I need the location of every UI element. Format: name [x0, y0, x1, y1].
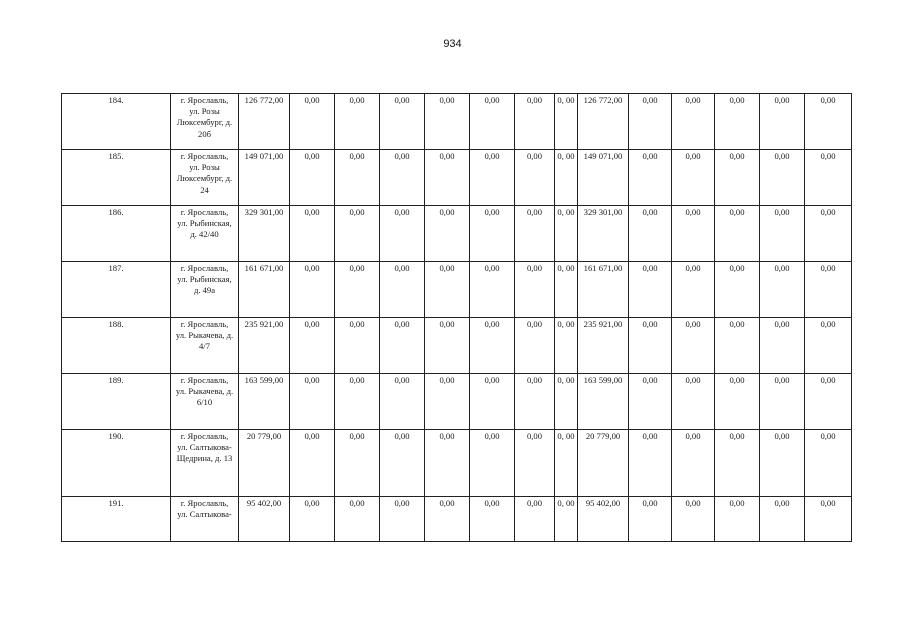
value-cell: 0,00 — [515, 374, 555, 430]
value-cell: 0,00 — [760, 262, 805, 318]
value-cell: 0,00 — [335, 374, 380, 430]
address-cell: г. Ярославль, ул. Рыбинская, д. 49а — [171, 262, 239, 318]
value-cell: 0,00 — [470, 150, 515, 206]
value-cell: 0,00 — [290, 318, 335, 374]
address-cell: г. Ярославль, ул. Рыбинская, д. 42/40 — [171, 206, 239, 262]
value-cell: 0,00 — [805, 497, 852, 542]
subtotal-cell: 126 772,00 — [578, 94, 629, 150]
value-cell: 0,00 — [672, 430, 715, 497]
total-cell: 329 301,00 — [239, 206, 290, 262]
value-cell: 0,00 — [425, 374, 470, 430]
value-cell: 0,00 — [380, 206, 425, 262]
total-cell: 161 671,00 — [239, 262, 290, 318]
row-number: 186. — [62, 206, 171, 262]
value-cell: 0,00 — [290, 94, 335, 150]
value-cell: 0,00 — [470, 94, 515, 150]
value-cell: 0,00 — [425, 262, 470, 318]
value-cell-narrow: 0, 00 — [555, 374, 578, 430]
table-row — [62, 94, 852, 150]
value-cell: 0,00 — [760, 374, 805, 430]
value-cell: 0,00 — [629, 430, 672, 497]
value-cell: 0,00 — [380, 430, 425, 497]
value-cell: 0,00 — [470, 497, 515, 542]
row-number: 187. — [62, 262, 171, 318]
value-cell: 0,00 — [290, 374, 335, 430]
value-cell: 0,00 — [672, 262, 715, 318]
total-cell: 163 599,00 — [239, 374, 290, 430]
data-table — [61, 93, 852, 542]
value-cell: 0,00 — [805, 262, 852, 318]
value-cell: 0,00 — [425, 150, 470, 206]
value-cell: 0,00 — [380, 374, 425, 430]
value-cell: 0,00 — [470, 430, 515, 497]
value-cell: 0,00 — [335, 206, 380, 262]
value-cell: 0,00 — [290, 430, 335, 497]
value-cell: 0,00 — [470, 374, 515, 430]
value-cell: 0,00 — [470, 318, 515, 374]
value-cell: 0,00 — [629, 94, 672, 150]
row-number: 185. — [62, 150, 171, 206]
value-cell: 0,00 — [672, 206, 715, 262]
value-cell: 0,00 — [805, 206, 852, 262]
value-cell: 0,00 — [715, 497, 760, 542]
value-cell: 0,00 — [380, 150, 425, 206]
value-cell: 0,00 — [425, 94, 470, 150]
subtotal-cell: 20 779,00 — [578, 430, 629, 497]
value-cell: 0,00 — [629, 206, 672, 262]
value-cell: 0,00 — [290, 206, 335, 262]
value-cell: 0,00 — [715, 374, 760, 430]
value-cell: 0,00 — [629, 374, 672, 430]
value-cell: 0,00 — [290, 150, 335, 206]
table-row — [62, 262, 852, 318]
value-cell: 0,00 — [380, 94, 425, 150]
value-cell: 0,00 — [470, 262, 515, 318]
value-cell: 0,00 — [805, 150, 852, 206]
value-cell: 0,00 — [515, 497, 555, 542]
value-cell: 0,00 — [335, 318, 380, 374]
total-cell: 95 402,00 — [239, 497, 290, 542]
value-cell: 0,00 — [760, 206, 805, 262]
value-cell: 0,00 — [515, 150, 555, 206]
value-cell: 0,00 — [805, 94, 852, 150]
value-cell: 0,00 — [629, 497, 672, 542]
value-cell-narrow: 0, 00 — [555, 262, 578, 318]
value-cell-narrow: 0, 00 — [555, 94, 578, 150]
row-number: 188. — [62, 318, 171, 374]
value-cell-narrow: 0, 00 — [555, 318, 578, 374]
value-cell: 0,00 — [515, 262, 555, 318]
value-cell: 0,00 — [290, 497, 335, 542]
value-cell: 0,00 — [425, 206, 470, 262]
value-cell: 0,00 — [672, 150, 715, 206]
value-cell: 0,00 — [380, 497, 425, 542]
value-cell: 0,00 — [380, 318, 425, 374]
value-cell: 0,00 — [805, 374, 852, 430]
row-number: 189. — [62, 374, 171, 430]
value-cell: 0,00 — [425, 430, 470, 497]
value-cell: 0,00 — [715, 318, 760, 374]
address-cell: г. Ярославль, ул. Рыкачева, д. 4/7 — [171, 318, 239, 374]
value-cell-narrow: 0, 00 — [555, 430, 578, 497]
subtotal-cell: 149 071,00 — [578, 150, 629, 206]
value-cell: 0,00 — [672, 497, 715, 542]
value-cell: 0,00 — [629, 150, 672, 206]
value-cell: 0,00 — [715, 262, 760, 318]
table-row — [62, 150, 852, 206]
total-cell: 235 921,00 — [239, 318, 290, 374]
value-cell: 0,00 — [515, 318, 555, 374]
subtotal-cell: 95 402,00 — [578, 497, 629, 542]
value-cell: 0,00 — [425, 497, 470, 542]
value-cell: 0,00 — [760, 430, 805, 497]
value-cell: 0,00 — [715, 430, 760, 497]
value-cell: 0,00 — [760, 497, 805, 542]
table-row — [62, 374, 852, 430]
value-cell: 0,00 — [470, 206, 515, 262]
value-cell: 0,00 — [515, 430, 555, 497]
row-number: 190. — [62, 430, 171, 497]
value-cell: 0,00 — [335, 497, 380, 542]
address-cell: г. Ярославль, ул. Рыкачева, д. 6/10 — [171, 374, 239, 430]
value-cell-narrow: 0, 00 — [555, 206, 578, 262]
value-cell: 0,00 — [629, 262, 672, 318]
total-cell: 126 772,00 — [239, 94, 290, 150]
total-cell: 149 071,00 — [239, 150, 290, 206]
value-cell: 0,00 — [335, 94, 380, 150]
row-number: 191. — [62, 497, 171, 542]
subtotal-cell: 235 921,00 — [578, 318, 629, 374]
value-cell: 0,00 — [335, 150, 380, 206]
total-cell: 20 779,00 — [239, 430, 290, 497]
value-cell: 0,00 — [715, 94, 760, 150]
value-cell: 0,00 — [760, 94, 805, 150]
address-cell: г. Ярославль, ул. Розы Люксембург, д. 20б — [171, 94, 239, 150]
subtotal-cell: 163 599,00 — [578, 374, 629, 430]
row-number: 184. — [62, 94, 171, 150]
value-cell-narrow: 0, 00 — [555, 150, 578, 206]
subtotal-cell: 329 301,00 — [578, 206, 629, 262]
table-row — [62, 430, 852, 497]
value-cell: 0,00 — [715, 206, 760, 262]
value-cell: 0,00 — [515, 94, 555, 150]
value-cell: 0,00 — [672, 318, 715, 374]
address-cell: г. Ярославль, ул. Салтыкова- — [171, 497, 239, 542]
value-cell: 0,00 — [629, 318, 672, 374]
value-cell: 0,00 — [290, 262, 335, 318]
value-cell: 0,00 — [335, 430, 380, 497]
value-cell: 0,00 — [335, 262, 380, 318]
value-cell: 0,00 — [425, 318, 470, 374]
value-cell: 0,00 — [672, 374, 715, 430]
value-cell-narrow: 0, 00 — [555, 497, 578, 542]
value-cell: 0,00 — [760, 150, 805, 206]
value-cell: 0,00 — [715, 150, 760, 206]
subtotal-cell: 161 671,00 — [578, 262, 629, 318]
table-row — [62, 206, 852, 262]
value-cell: 0,00 — [672, 94, 715, 150]
value-cell: 0,00 — [805, 318, 852, 374]
value-cell: 0,00 — [515, 206, 555, 262]
address-cell: г. Ярославль, ул. Розы Люксембург, д. 24 — [171, 150, 239, 206]
value-cell: 0,00 — [380, 262, 425, 318]
value-cell: 0,00 — [805, 430, 852, 497]
table-row — [62, 318, 852, 374]
table-row — [62, 497, 852, 542]
address-cell: г. Ярославль, ул. Салтыкова-Щедрина, д. 13 — [171, 430, 239, 497]
value-cell: 0,00 — [760, 318, 805, 374]
page-number: 934 — [443, 38, 462, 50]
